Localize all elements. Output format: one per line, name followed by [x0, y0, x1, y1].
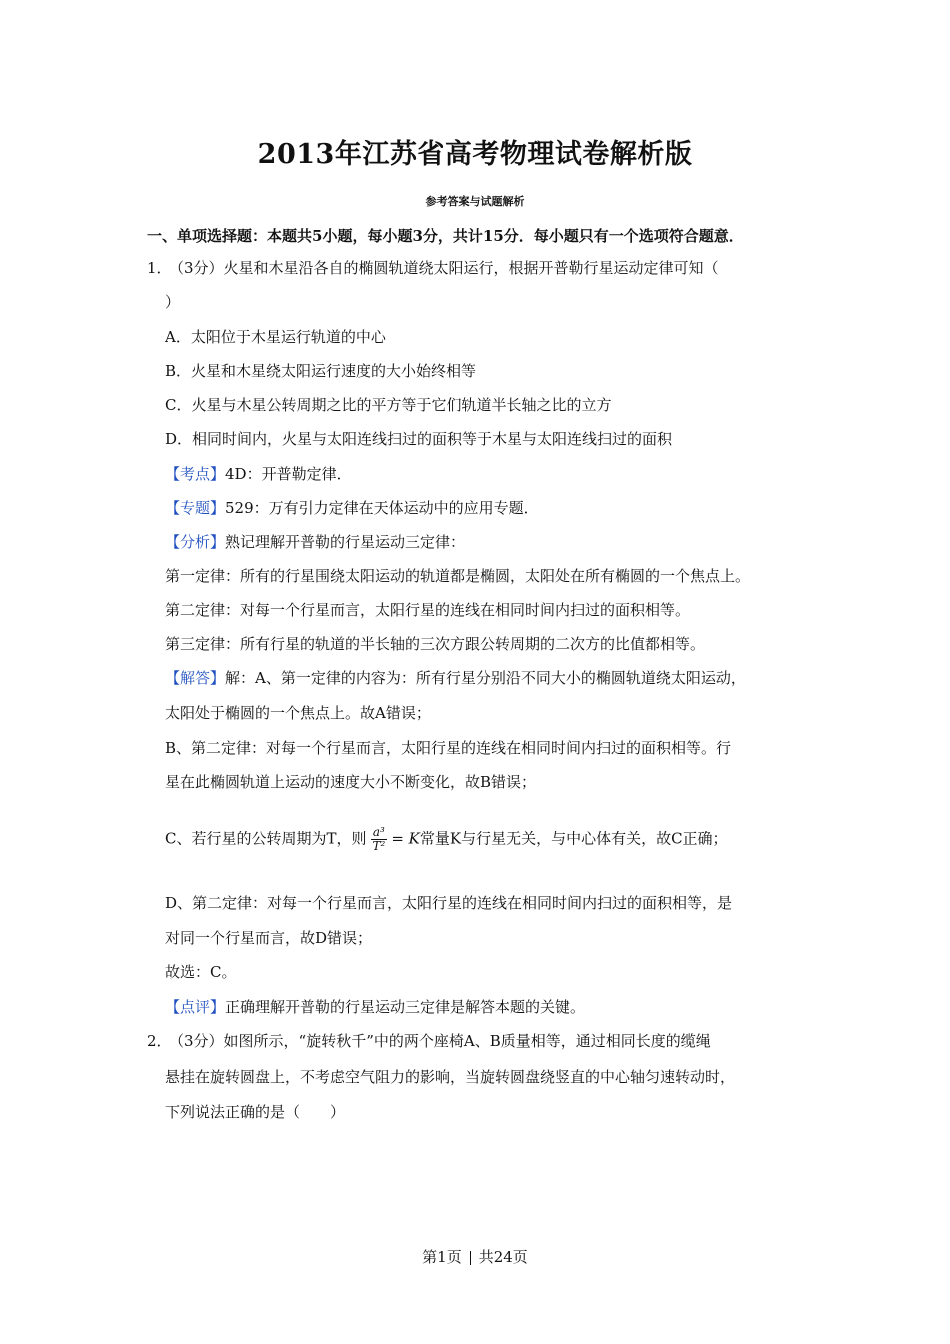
q1-stem-text: （3分）火星和木星沿各自的椭圆轨道绕太阳运行，根据开普勒行星运动定律可知（ — [169, 259, 719, 277]
q1-zhuanti — [165, 498, 539, 518]
q1-number: 1． — [147, 259, 172, 277]
jieda-c-pre: C、若行星的公转周期为T，则 — [165, 829, 367, 848]
page-footer — [0, 1246, 950, 1267]
q1-jieda-d2: 对同一个行星而言，故D错误； — [165, 929, 373, 947]
kaodian-tag: 【考点】 — [165, 465, 226, 483]
law-1: 第一定律：所有的行星围绕太阳运动的轨道都是椭圆，太阳处在所有椭圆的一个焦点上。 — [165, 567, 751, 585]
dianping-tag: 【点评】 — [165, 998, 226, 1016]
dianping-text: 正确理解开普勒的行星运动三定律是解答本题的关键。 — [225, 998, 586, 1016]
q2-number: 2． — [147, 1032, 172, 1050]
document-title: 2013年江苏省高考物理试卷解析版 — [257, 139, 693, 170]
section-heading: 一、单项选择题：本题共5小题，每小题3分，共计15分．每小题只有一个选项符合题意． — [147, 227, 744, 245]
zhuanti-text: 529：万有引力定律在天体运动中的应用专题． — [225, 499, 539, 517]
q1-stem-line1 — [147, 258, 719, 278]
q1-jieda-d1: D、第二定律：对每一个行星而言，太阳行星的连线在相同时间内扫过的面积相等，是 — [165, 894, 733, 912]
jieda-tag: 【解答】 — [165, 669, 226, 687]
fenxi-text: 熟记理解开普勒的行星运动三定律： — [225, 533, 466, 551]
q1-jieda-b1: B、第二定律：对每一个行星而言，太阳行星的连线在相同时间内扫过的面积相等。行 — [165, 739, 732, 757]
q1-jieda-a1 — [165, 668, 746, 688]
q1-option-d: D．相同时间内，火星与太阳连线扫过的面积等于木星与太阳连线扫过的面积 — [165, 430, 673, 448]
q1-option-c: C．火星与木星公转周期之比的平方等于它们轨道半长轴之比的立方 — [165, 396, 612, 414]
kaodian-text: 4D：开普勒定律． — [225, 465, 352, 483]
fenxi-tag: 【分析】 — [165, 533, 226, 551]
law-2: 第二定律：对每一个行星而言，太阳行星的连线在相同时间内扫过的面积相等。 — [165, 601, 691, 619]
q1-option-a: A．太阳位于木星运行轨道的中心 — [165, 328, 386, 346]
q1-jieda-c — [165, 826, 728, 853]
q1-kaodian — [165, 464, 352, 484]
q2-stem-text: （3分）如图所示，“旋转秋千”中的两个座椅A、B质量相等，通过相同长度的缆绳 — [169, 1032, 711, 1050]
kepler-constant: = K — [391, 829, 420, 848]
law-3: 第三定律：所有行星的轨道的半长轴的三次方跟公转周期的二次方的比值都相等。 — [165, 635, 706, 653]
jieda-a1-text: 解：A、第一定律的内容为：所有行星分别沿不同大小的椭圆轨道绕太阳运动， — [225, 669, 746, 687]
document-subtitle: 参考答案与试题解析 — [425, 195, 525, 208]
page-total: 共24页 — [478, 1248, 528, 1266]
q1-stem-line2: ） — [165, 293, 181, 311]
q1-answer: 故选：C。 — [165, 963, 237, 981]
q1-jieda-b2: 星在此椭圆轨道上运动的速度大小不断变化，故B错误； — [165, 773, 537, 791]
q2-stem-line2: 悬挂在旋转圆盘上，不考虑空气阻力的影响，当旋转圆盘绕竖直的中心轴匀速转动时， — [165, 1068, 736, 1086]
page-number: 第1页 — [422, 1248, 462, 1266]
zhuanti-tag: 【专题】 — [165, 499, 226, 517]
kepler-fraction — [370, 826, 387, 853]
q1-jieda-a2: 太阳处于椭圆的一个焦点上。故A错误； — [165, 704, 431, 722]
fraction-numerator: a³ — [372, 825, 385, 839]
q1-dianping — [165, 997, 585, 1017]
q2-stem-line3: 下列说法正确的是（ ） — [165, 1103, 346, 1121]
q2-stem-line1 — [147, 1031, 711, 1051]
q1-option-b: B．火星和木星绕太阳运行速度的大小始终相等 — [165, 362, 477, 380]
jieda-c-post: 常量K与行星无关，与中心体有关，故C正确； — [419, 829, 728, 848]
q1-fenxi — [165, 532, 465, 552]
footer-separator — [470, 1251, 471, 1265]
fraction-denominator: T² — [372, 839, 386, 853]
